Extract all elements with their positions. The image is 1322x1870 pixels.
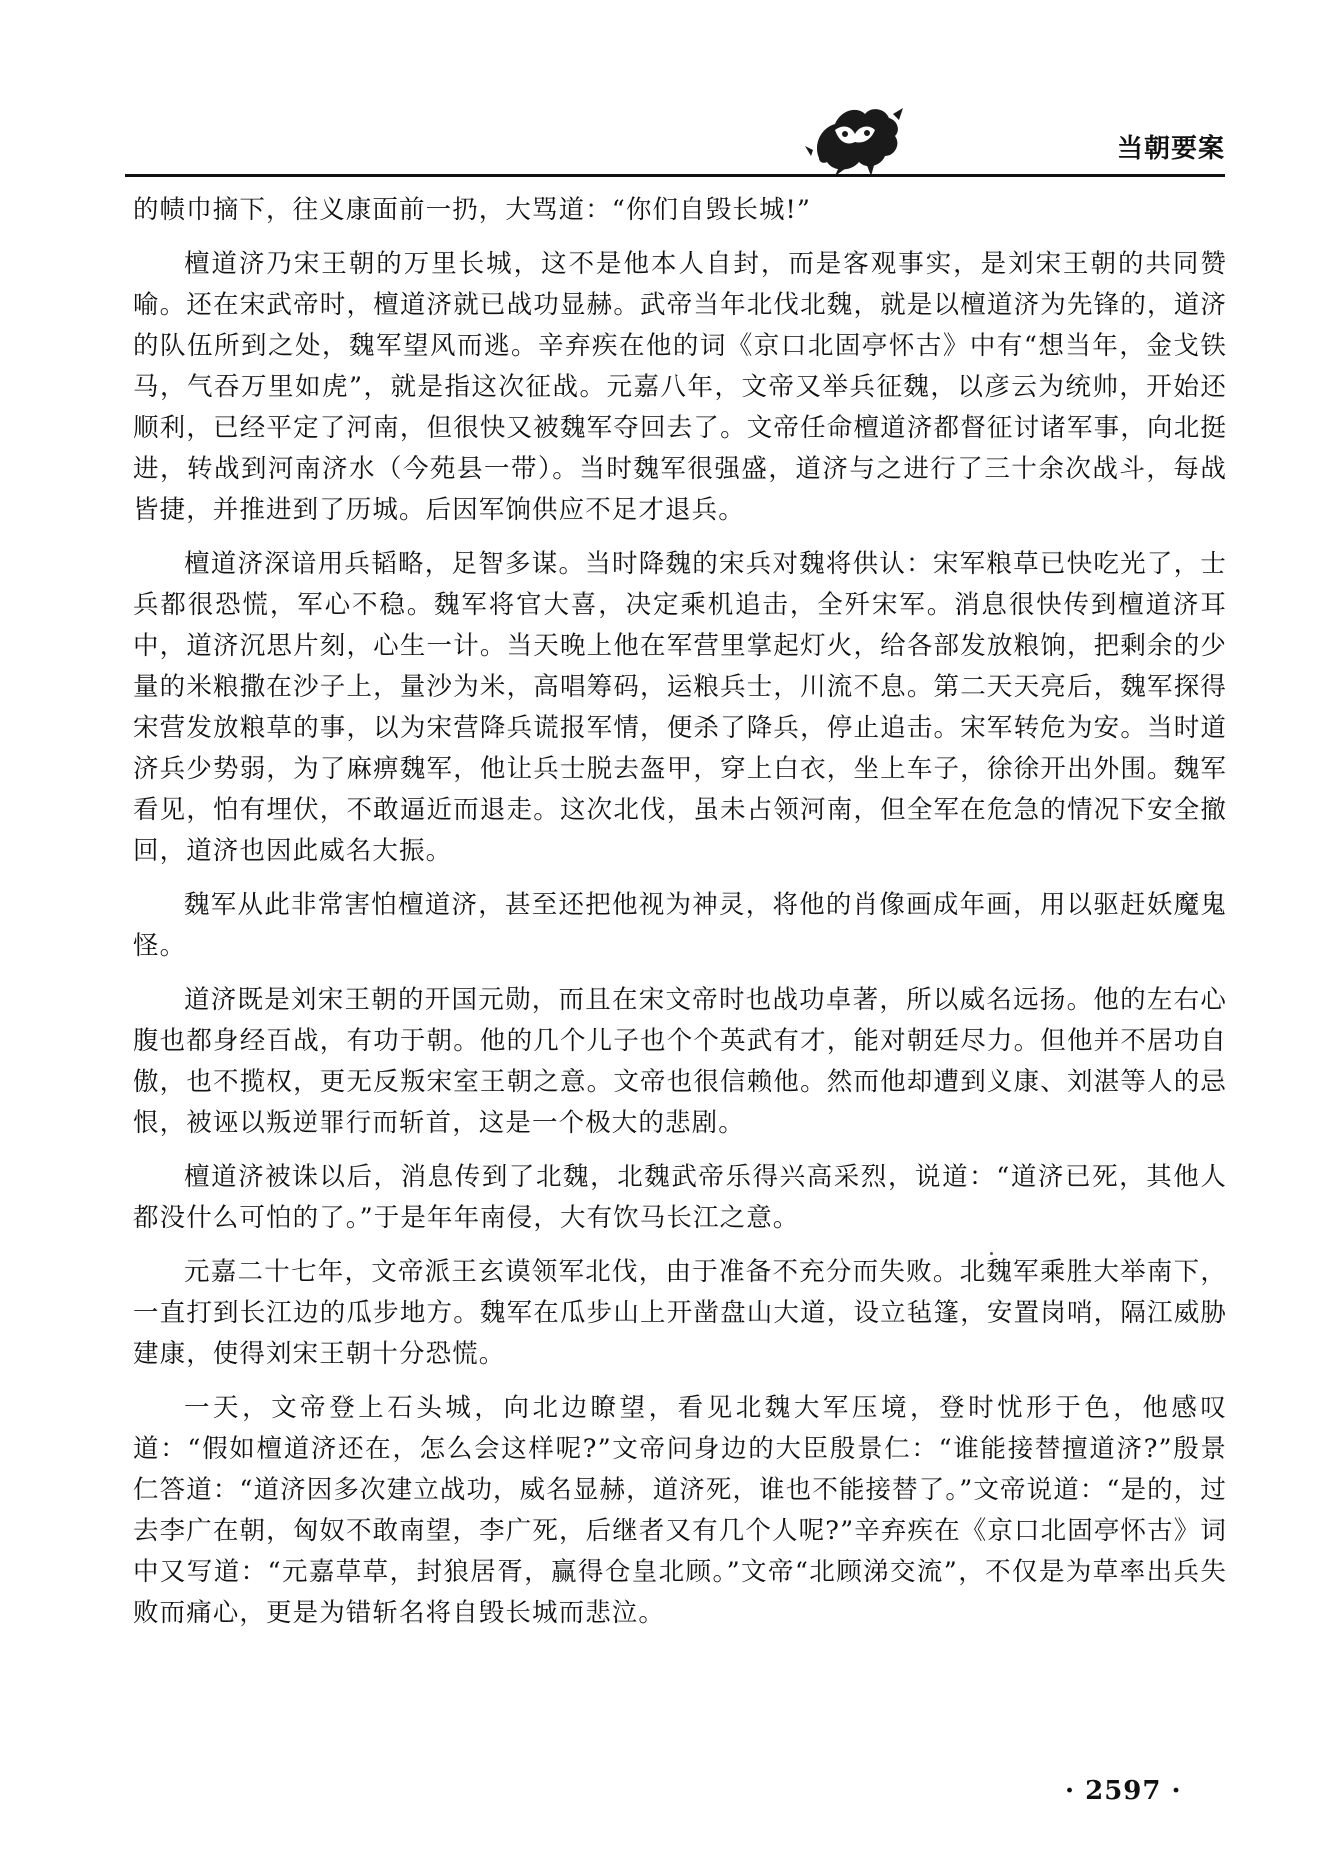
scan-speck: [990, 1252, 993, 1255]
paragraph: 檀道济被诛以后，消息传到了北魏，北魏武帝乐得兴高采烈，说道：“道济已死，其他人都没什么可怕的了。”于是年年南侵，大有饮马长江之意。: [133, 1162, 1227, 1233]
paragraph: 一天，文帝登上石头城，向北边瞭望，看见北魏大军压境，登时忧形于色，他感叹道：“假如檀道济还在，怎么会这样呢?”文帝问身边的大臣殷景仁：“谁能接替擅道济?”殷景仁答道：“道济因多次建立战功，威名显赫，道济死，谁也不能接替了。”文帝说道：“是的，过去李广在朝，匈奴不敢南望，李广死，后继者又有几个人呢?”辛弃疾在《京口北固亭怀古》词中又写道：“元嘉草草，封狼居胥，赢得仓皇北顾。”文帝“北顾涕交流”，不仅是为草率出兵失败而痛心，更是为错斩名将自毁长城而悲泣。: [133, 1393, 1227, 1628]
paragraph: 檀道济深谙用兵韬略，足智多谋。当时降魏的宋兵对魏将供认：宋军粮草已快吃光了，士兵都很恐慌，军心不稳。魏军将官大喜，决定乘机追击，全歼宋军。消息很快传到檀道济耳中，道济沉思片刻，心生一计。当天晚上他在军营里掌起灯火，给各部发放粮饷，把剩余的少量的米粮撒在沙子上，量沙为米，高唱筹码，运粮兵士，川流不息。第二天天亮后，魏军探得宋营发放粮草的事，以为宋营降兵谎报军情，便杀了降兵，停止追击。宋军转危为安。当时道济兵少势弱，为了麻痹魏军，他让兵士脱去盔甲，穿上白衣，坐上车子，徐徐开出外围。魏军看见，怕有埋伏，不敢逼近而退走。这次北伐，虽未占领河南，但全军在危急的情况下安全撤回，道济也因此威名大振。: [133, 549, 1227, 866]
header-rule: [125, 174, 1225, 177]
page-number: · 2597 ·: [1065, 1776, 1182, 1806]
body-text: [133, 190, 1227, 1647]
running-title: 当朝要案: [1116, 134, 1225, 164]
paragraph: 的帻巾摘下，往义康面前一扔，大骂道：“你们自毁长城!”: [133, 195, 812, 225]
page-header: [125, 100, 1225, 180]
dragon-emblem-icon: [805, 100, 905, 178]
paragraph: 元嘉二十七年，文帝派王玄谟领军北伐，由于准备不充分而失败。北魏军乘胜大举南下，一直打到长江边的瓜步地方。魏军在瓜步山上开凿盘山大道，设立毡篷，安置岗哨，隔江威胁建康，使得刘宋王朝十分恐慌。: [133, 1257, 1227, 1369]
paragraph: 魏军从此非常害怕檀道济，甚至还把他视为神灵，将他的肖像画成年画，用以驱赶妖魔鬼怪。: [133, 890, 1227, 961]
paragraph: 道济既是刘宋王朝的开国元勋，而且在宋文帝时也战功卓著，所以威名远扬。他的左右心腹也都身经百战，有功于朝。他的几个儿子也个个英武有才，能对朝廷尽力。但他并不居功自傲，也不揽权，更无反叛宋室王朝之意。文帝也很信赖他。然而他却遭到义康、刘湛等人的忌恨，被诬以叛逆罪行而斩首，这是一个极大的悲剧。: [133, 985, 1227, 1138]
paragraph: 檀道济乃宋王朝的万里长城，这不是他本人自封，而是客观事实，是刘宋王朝的共同赞喻。还在宋武帝时，檀道济就已战功显赫。武帝当年北伐北魏，就是以檀道济为先锋的，道济的队伍所到之处，魏军望风而逃。辛弃疾在他的词《京口北固亭怀古》中有“想当年，金戈铁马，气吞万里如虎”，就是指这次征战。元嘉八年，文帝又举兵征魏，以彦云为统帅，开始还顺利，已经平定了河南，但很快又被魏军夺回去了。文帝任命檀道济都督征讨诸军事，向北挺进，转战到河南济水（今苑县一带）。当时魏军很强盛，道济与之进行了三十余次战斗，每战皆捷，并推进到了历城。后因军饷供应不足才退兵。: [133, 249, 1227, 525]
